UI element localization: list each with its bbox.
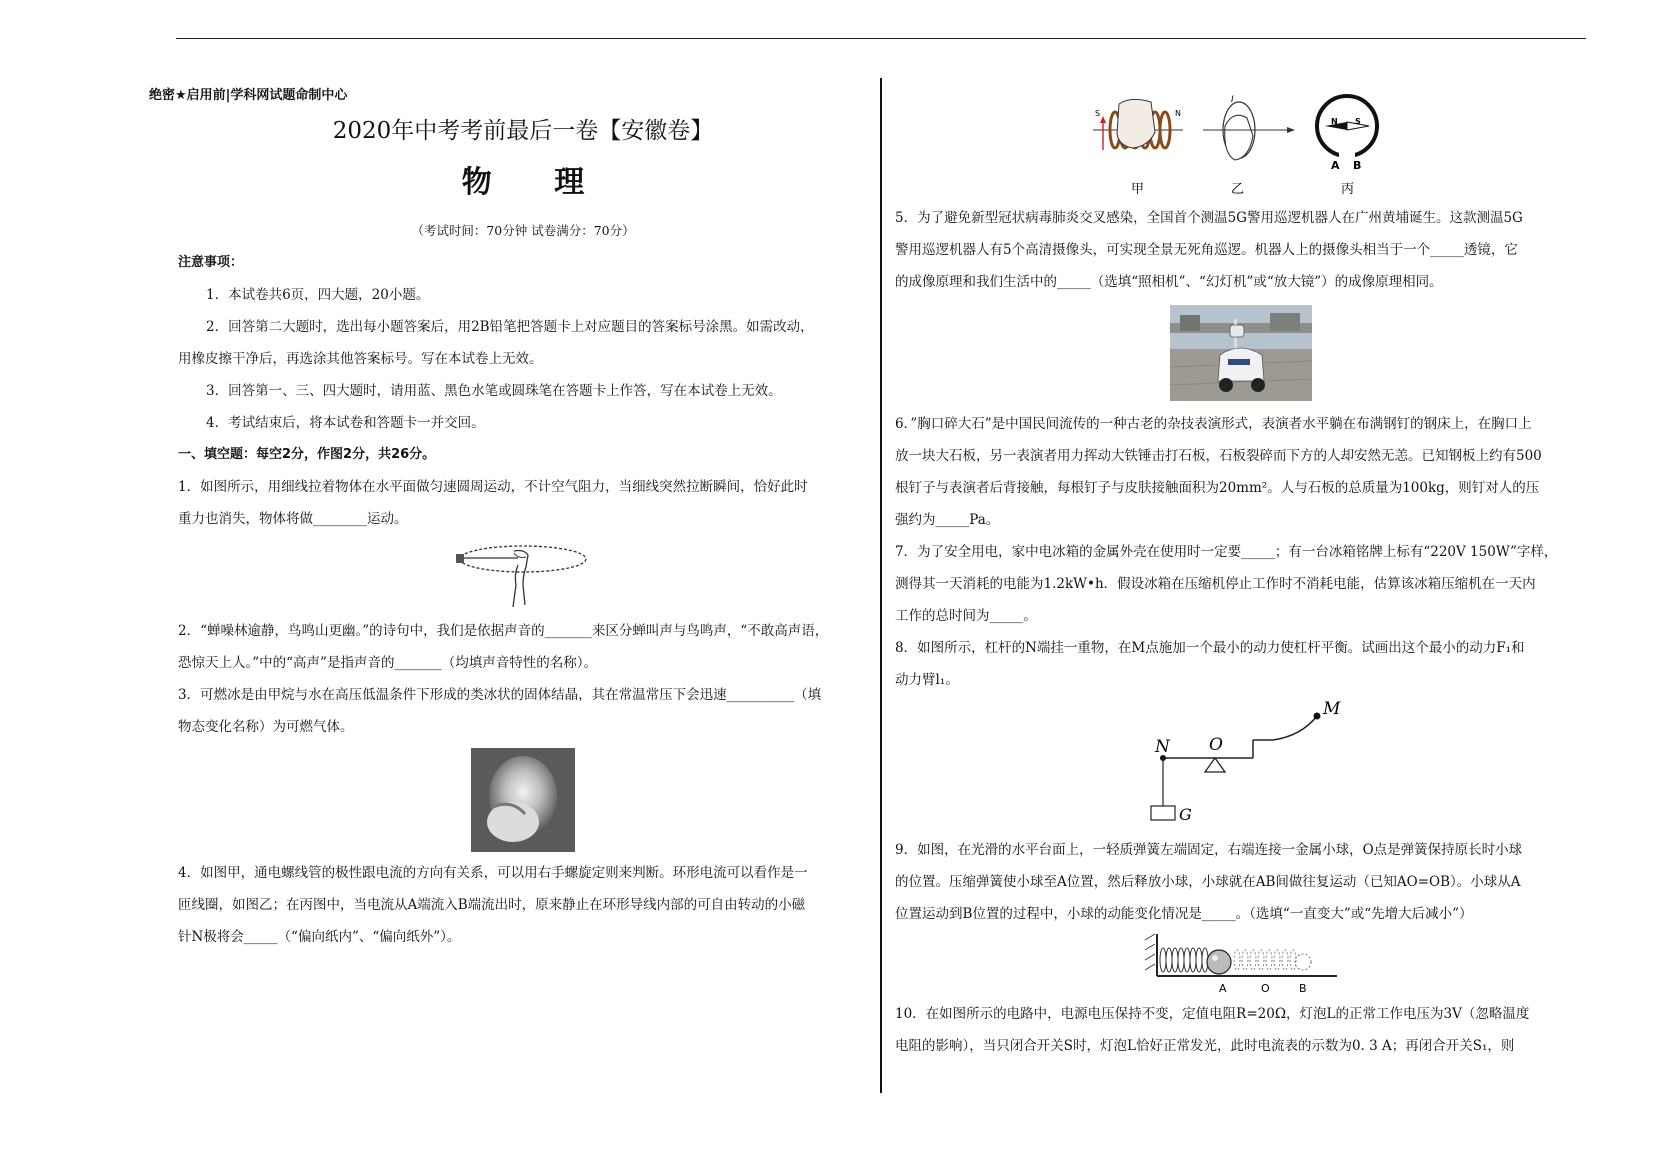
notice-item: 4．考试结束后，将本试卷和答题卡一并交回。 xyxy=(206,415,485,431)
question-5-line: 警用巡逻机器人有5个高清摄像头，可实现全景无死角巡逻。机器人上的摄像头相当于一个_____透镜，它 xyxy=(895,242,1518,258)
spring-b-label: B xyxy=(1299,982,1307,994)
question-6-line: 6．”胸口碎大石”是中国民间流传的一种古老的杂技表演形式，表演者水平躺在布满钢钉的钢床上，在胸口上 xyxy=(895,416,1532,432)
compass-n-label: N xyxy=(1331,117,1338,126)
lever-g-label: G xyxy=(1179,805,1192,824)
notice-item: 1．本试卷共6页，四大题，20小题。 xyxy=(206,287,430,303)
current-i-label: I xyxy=(1231,95,1234,105)
question-3-line: 物态变化名称）为可燃气体。 xyxy=(178,719,354,735)
figure-label-bing: 丙 xyxy=(1341,182,1355,197)
lever-n-label: N xyxy=(1155,737,1170,757)
notice-item: 用橡皮擦干净后，再选涂其他答案标号。写在本试卷上无效。 xyxy=(178,351,543,367)
figure-label-yi: 乙 xyxy=(1231,182,1245,197)
notice-heading: 注意事项： xyxy=(178,255,244,270)
notice-item: 3．回答第一、三、四大题时，请用蓝、黑色水笔或圆珠笔在答题卡上作答，写在本试卷上无效。 xyxy=(206,383,782,399)
spring-a-label: A xyxy=(1219,982,1227,994)
question-1-line: 重力也消失，物体将做________运动。 xyxy=(178,511,408,527)
question-7-line: 工作的总时间为_____。 xyxy=(895,608,1037,624)
lever-o-label: O xyxy=(1209,735,1223,755)
question-7-line: 测得其一天消耗的电能为1.2kW•h．假设冰箱在压缩机停止工作时不消耗电能，估算该冰箱压缩机在一天内 xyxy=(895,576,1536,592)
question-10-line: 10．在如图所示的电路中，电源电压保持不变，定值电阻R=20Ω，灯泡L的正常工作电压为3V（忽略温度 xyxy=(895,1006,1530,1022)
right-column xyxy=(895,90,1587,1062)
compass-b-label: B xyxy=(1353,159,1362,172)
question-3-line: 3．可燃冰是由甲烷与水在高压低温条件下形成的类冰状的固体结晶，其在常温常压下会迅速__________（填 xyxy=(178,687,822,703)
circular-motion-diagram xyxy=(448,535,598,615)
spring-o-label: O xyxy=(1261,982,1270,994)
combustible-ice-photo xyxy=(471,748,575,852)
question-2-line: 恐惊天上人。”中的“高声”是指声音的_______（均填声音特性的名称）。 xyxy=(178,655,597,671)
question-5-line: 的成像原理和我们生活中的_____（选填“照相机”、“幻灯机”或“放大镜”）的成像原理相同。 xyxy=(895,274,1443,290)
figure-circular-motion xyxy=(178,535,868,615)
secret-label: 绝密★启用前|学科网试题命制中心 xyxy=(149,88,348,103)
question-9-line: 的位置。压缩弹簧使小球至A位置，然后释放小球，小球就在AB间做往复运动（已知AO=OB）。小球从A xyxy=(895,874,1521,890)
question-8-line: 动力臂l₁。 xyxy=(895,672,959,688)
figure-combustible-ice xyxy=(178,743,868,857)
section-heading: 一、填空题：每空2分，作图2分，共26分。 xyxy=(178,447,436,462)
electromagnet-diagrams xyxy=(1091,90,1391,202)
coil-n-label: N xyxy=(1175,109,1181,118)
exam-time: （考试时间：70分钟 试卷满分：70分） xyxy=(411,223,635,238)
question-2-line: 2．“蝉噪林逾静，鸟鸣山更幽。”的诗句中，我们是依据声音的_______来区分蝉叫声与鸟鸣声，“不敢高声语， xyxy=(178,623,829,639)
figure-lever xyxy=(895,696,1587,834)
question-1-line: 1．如图所示，用细线拉着物体在水平面做匀速圆周运动，不计空气阻力，当细线突然拉断瞬间，恰好此时 xyxy=(178,479,808,495)
lever-diagram xyxy=(1141,696,1341,834)
question-4-line: 匝线圈，如图乙；在丙图中，当电流从A端流入B端流出时，原来静止在环形导线内部的可自由转动的小磁 xyxy=(178,897,806,913)
solenoid-hand-figure xyxy=(1093,99,1183,150)
figure-robot xyxy=(895,298,1587,408)
figure-spring xyxy=(895,930,1587,998)
figure-label-jia: 甲 xyxy=(1131,182,1145,197)
exam-title: 2020年中考考前最后一卷【安徽卷】 xyxy=(332,118,714,144)
question-7-line: 7．为了安全用电，家中电冰箱的金属外壳在使用时一定要_____；有一台冰箱铭牌上标有“220V 150W”字样， xyxy=(895,544,1558,560)
figure-electromagnet xyxy=(895,90,1587,202)
notice-item: 2．回答第二大题时，选出每小题答案后，用2B铅笔把答题卡上对应题目的答案标号涂黑。如需改动， xyxy=(206,319,814,335)
lever-m-label: M xyxy=(1323,699,1341,719)
question-9-line: 9．如图，在光滑的水平台面上，一轻质弹簧左端固定，右端连接一金属小球，O点是弹簧保持原长时小球 xyxy=(895,842,1523,858)
subject-title: 物 理 xyxy=(461,165,611,200)
question-8-line: 8．如图所示，杠杆的N端挂一重物，在M点施加一个最小的动力使杠杆平衡。试画出这个最小的动力F₁和 xyxy=(895,640,1525,656)
compass-a-label: A xyxy=(1331,159,1340,172)
question-4-line: 4．如图甲，通电螺线管的极性跟电流的方向有关系，可以用右手螺旋定则来判断。环形电流可以看作是一 xyxy=(178,865,808,881)
question-6-line: 根钉子与表演者后背接触，每根钉子与皮肤接触面积为20mm²。人与石板的总质量为100kg，则钉对人的压 xyxy=(895,480,1540,496)
compass-s-label: S xyxy=(1355,117,1361,126)
question-5-line: 5．为了避免新型冠状病毒肺炎交叉感染，全国首个测温5G警用巡逻机器人在广州黄埔诞生。这款测温5G xyxy=(895,210,1523,226)
coil-s-label: S xyxy=(1095,109,1101,118)
loop-hand-figure xyxy=(1203,95,1295,160)
left-column xyxy=(149,84,868,953)
question-10-line: 电阻的影响），当只闭合开关S时，灯泡L恰好正常发光，此时电流表的示数为0. 3 A；再闭合开关S₁，则 xyxy=(895,1038,1515,1054)
compass-figure xyxy=(1317,96,1377,172)
notice-block xyxy=(178,247,868,535)
question-4-line: 针N极将会_____（“偏向纸内”、“偏向纸外”）。 xyxy=(178,929,461,945)
question-6-line: 强约为_____Pa。 xyxy=(895,512,1000,528)
header-rule xyxy=(176,38,1586,39)
patrol-robot-photo xyxy=(1170,305,1312,401)
column-divider xyxy=(880,78,882,1093)
spring-ball-diagram xyxy=(1141,930,1341,994)
question-9-line: 位置运动到B位置的过程中，小球的动能变化情况是_____。（选填“一直变大”或“先增大后减小”） xyxy=(895,906,1473,922)
question-6-line: 放一块大石板，另一表演者用力挥动大铁锤击打石板，石板裂碎而下方的人却安然无恙。已知钢板上约有500 xyxy=(895,448,1542,464)
